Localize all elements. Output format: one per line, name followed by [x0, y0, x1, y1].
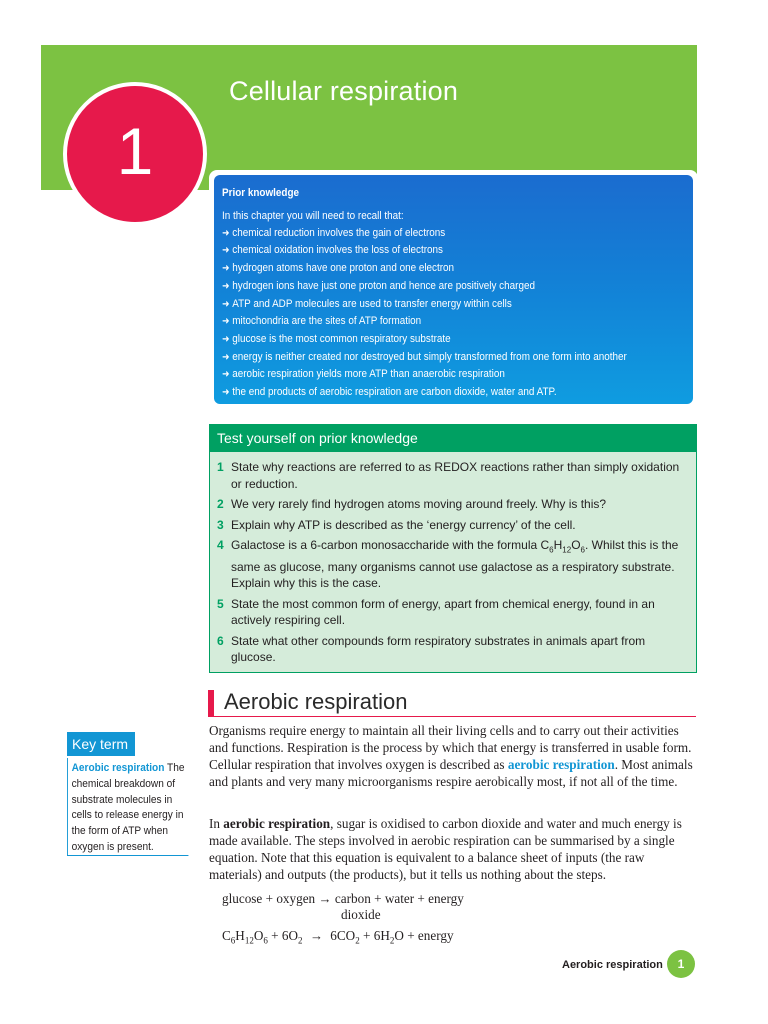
prior-knowledge-item: ➜ chemical oxidation involves the loss of electrons — [222, 244, 444, 257]
prior-knowledge-heading: Prior knowledge — [222, 187, 300, 199]
chemical-equation: $C_6H_{12}O_6 + 6O_2 \to 6CO_2 + 6H_2O$ + energy — [222, 928, 454, 946]
question-number: 3 — [217, 517, 224, 532]
section-title: Aerobic respiration — [224, 689, 408, 714]
highlighted-term: aerobic respiration — [507, 757, 615, 773]
key-term-term: Aerobic respiration — [71, 762, 165, 774]
arrow-icon: ➜ — [222, 245, 230, 257]
question-text: We very rarely find hydrogen atoms moving around freely. Why is this? — [231, 497, 607, 511]
chapter-title: Cellular respiration — [229, 76, 459, 106]
question-text: State the most common form of energy, apart from chemical energy, found in an actively respiring cell. — [231, 596, 655, 628]
question-text: State what other compounds form respiratory substrates in animals apart from glucose. — [231, 633, 646, 665]
arrow-icon: ➜ — [222, 351, 230, 363]
arrow-icon: ➜ — [222, 369, 230, 381]
arrow-icon: ➜ — [222, 280, 230, 292]
prior-knowledge-box — [209, 170, 698, 408]
question-text: Explain why ATP is described as the ‘energy currency’ of the cell. — [231, 517, 576, 532]
question-number: 5 — [217, 596, 224, 611]
prior-knowledge-intro: In this chapter you will need to recall that: — [222, 210, 404, 222]
prior-knowledge-item: ➜ hydrogen atoms have one proton and one electron — [222, 262, 455, 275]
body-paragraph-1: Organisms require energy to maintain all their living cells and to carry out their activities and functions. Respiration is the process by which that energy is transferred in usable form. Cellular respiration that involves oxygen is described as aerobic respiration. Most animals and plants and very many microorganisms respire aerobically most, if not all of the time. — [209, 723, 693, 790]
question-number: 4 — [217, 538, 224, 552]
prior-knowledge-panel — [214, 175, 693, 404]
prior-knowledge-item: ➜ ATP and ADP molecules are used to transfer energy within cells — [222, 297, 512, 310]
prior-knowledge-item: ➜ mitochondria are the sites of ATP formation — [222, 315, 422, 328]
arrow-icon: ➜ — [222, 227, 230, 239]
key-term-label: Key term — [67, 732, 135, 756]
prior-knowledge-item: ➜ glucose is the most common respiratory substrate — [222, 332, 451, 345]
prior-knowledge-item: ➜ the end products of aerobic respiration are carbon dioxide, water and ATP. — [222, 386, 557, 399]
arrow-icon: ➜ — [222, 298, 230, 310]
prior-knowledge-item: ➜ chemical reduction involves the gain of electrons — [222, 226, 446, 239]
prior-knowledge-item: ➜ hydrogen ions have just one proton and hence are positively charged — [222, 279, 535, 292]
test-yourself-box — [209, 424, 697, 673]
question-item — [217, 633, 684, 666]
section-divider — [208, 716, 696, 717]
question-item — [217, 596, 684, 629]
prior-knowledge-item: ➜ energy is neither created nor destroyed but simply transformed from one form into another — [222, 350, 627, 363]
chapter-number-badge — [63, 82, 207, 226]
arrow-icon: ➜ — [222, 263, 230, 275]
key-term-box — [67, 758, 188, 856]
running-footer: Aerobic respiration — [562, 959, 663, 971]
arrow-icon: ➜ — [222, 333, 230, 345]
prior-knowledge-item: ➜ aerobic respiration yields more ATP than anaerobic respiration — [222, 368, 505, 381]
section-marker — [208, 690, 214, 716]
question-text: State why reactions are referred to as REDOX reactions rather than simply oxidation or reduction. — [231, 460, 680, 491]
question-item — [217, 496, 684, 513]
question-item — [217, 517, 684, 534]
chapter-number: 1 — [116, 114, 154, 188]
word-equation-continued: dioxide — [341, 907, 381, 922]
question-number: 6 — [217, 633, 224, 648]
key-term-definition: The chemical breakdown of substrate molecules in cells to release energy in the form of ATP when oxygen is present. — [71, 762, 185, 853]
page-number-badge — [667, 950, 695, 978]
test-yourself-heading: Test yourself on prior knowledge — [210, 425, 696, 452]
question-number: 1 — [217, 460, 224, 474]
arrow-icon: ➜ — [222, 316, 230, 328]
test-yourself-list — [210, 452, 696, 666]
question-number: 2 — [217, 497, 224, 511]
bold-term: aerobic respiration — [223, 816, 331, 831]
page-number: 1 — [677, 957, 685, 971]
word-equation: glucose + oxygen → carbon + water + energy — [222, 891, 464, 906]
question-text: Galactose is a 6-carbon monosaccharide with the formula $C_6H_{12}O_6$. Whilst this is the same as glucose, many organisms cannot use galactose as a respiratory substrate. Explain why this is the case. — [231, 538, 679, 591]
question-item — [217, 459, 684, 492]
arrow-icon: ➜ — [222, 387, 230, 399]
body-paragraph-2: In aerobic respiration, sugar is oxidised to carbon dioxide and water and much energy is made available. The steps involved in aerobic respiration can be summarised by a single equation. Note that this equation is equivalent to a balance sheet of inputs (the raw materials) and outputs (the products), but it tells us nothing about the steps. — [209, 816, 682, 883]
question-item — [217, 537, 684, 592]
